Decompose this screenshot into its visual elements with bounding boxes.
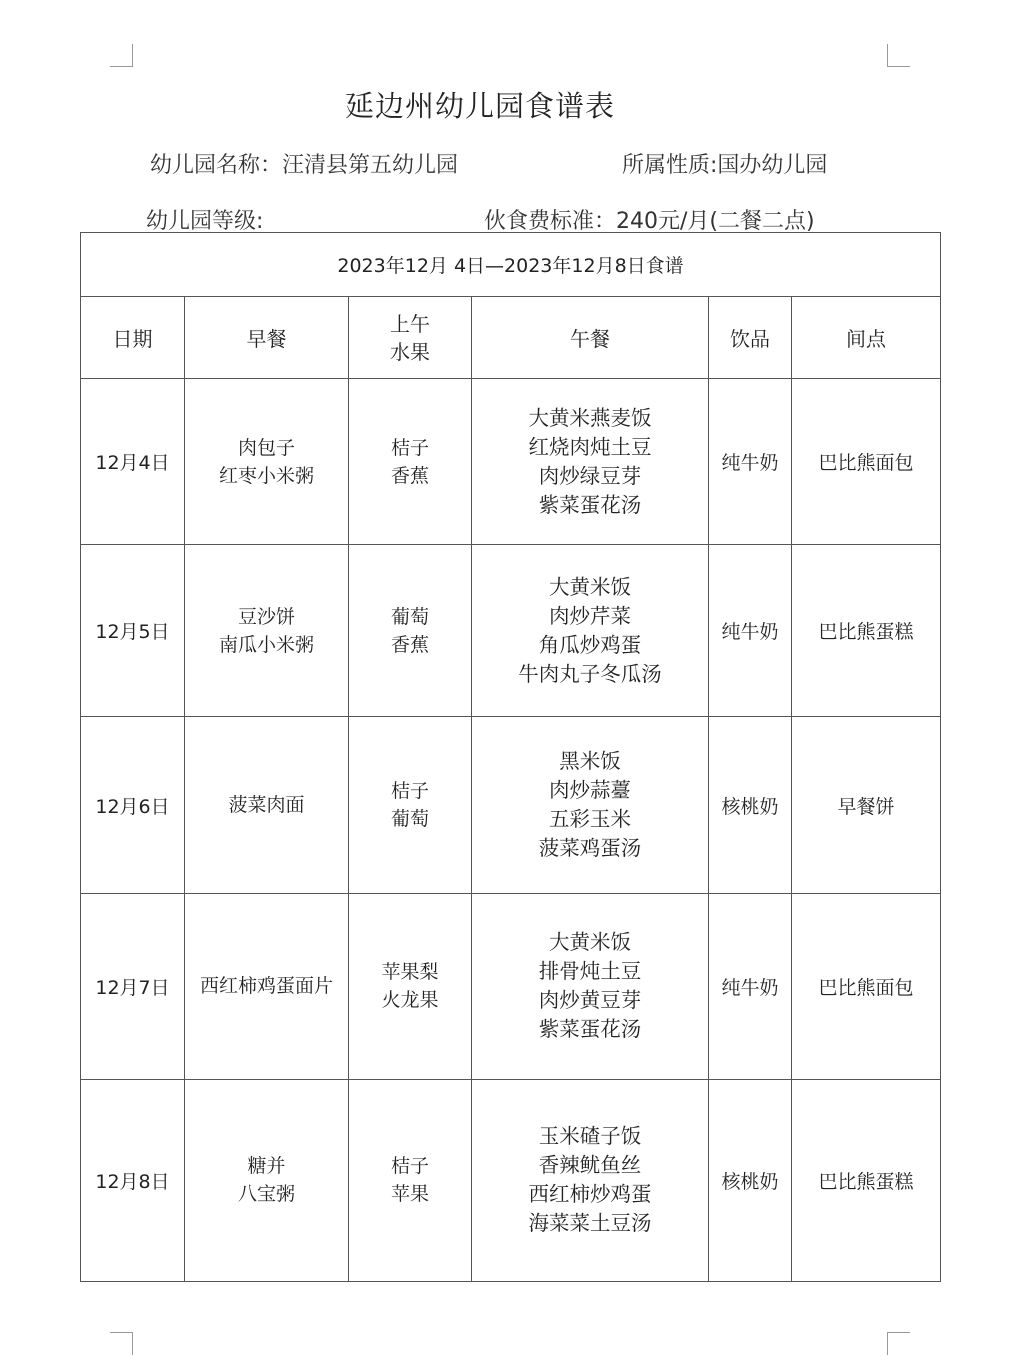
date-cell: 12月8日 [81,1079,185,1281]
breakfast-cell [185,545,349,717]
fruit-item: 苹果 [390,1183,429,1206]
document-title: 延边州幼儿园食谱表 [344,89,615,123]
menu-row [81,1079,941,1281]
fruit-item: 桔子 [390,436,429,459]
breakfast-cell [185,379,349,545]
drink-cell: 纯牛奶 [709,545,792,717]
date-cell: 12月4日 [81,379,185,545]
lunch-item: 大黄米饭 [549,930,631,955]
breakfast-item: 菠菜肉面 [228,794,305,817]
lunch-item: 肉炒芹菜 [549,603,631,628]
crop-mark-top-right [887,44,910,67]
lunch-cell [472,893,709,1079]
snack-cell: 巴比熊面包 [792,379,941,545]
lunch-item: 肉炒蒜薹 [549,778,631,803]
breakfast-item: 豆沙饼 [237,605,295,628]
fruit-cell [349,545,472,717]
header-date: 日期 [81,297,185,379]
snack-cell: 巴比熊面包 [792,893,941,1079]
lunch-item: 大黄米饭 [549,574,631,599]
fruit-item: 香蕉 [390,633,429,656]
lunch-item: 大黄米燕麦饭 [528,405,652,430]
menu-body [81,379,941,1282]
lunch-item: 牛肉丸子冬瓜汤 [518,661,662,686]
fruit-item: 葡萄 [390,605,429,628]
header-fruit-line1: 上午 [390,311,430,336]
menu-week-caption: 2023年12月 4日—2023年12月8日食谱 [81,233,941,297]
breakfast-item: 红枣小米粥 [218,464,314,487]
fruit-item: 苹果梨 [381,961,439,984]
drink-cell: 核桃奶 [709,717,792,893]
breakfast-item: 八宝粥 [237,1183,295,1206]
lunch-cell [472,379,709,545]
lunch-item: 肉炒绿豆芽 [538,463,642,488]
fruit-item: 桔子 [390,780,429,803]
breakfast-item: 西红柿鸡蛋面片 [199,975,333,998]
drink-cell: 纯牛奶 [709,379,792,545]
lunch-item: 黑米饭 [559,749,621,774]
breakfast-cell [185,893,349,1079]
lunch-item: 海菜菜土豆汤 [528,1211,652,1236]
lunch-item: 红烧肉炖土豆 [528,434,652,459]
header-lunch: 午餐 [472,297,709,379]
fruit-cell [349,1079,472,1281]
date-cell: 12月6日 [81,717,185,893]
fruit-cell [349,379,472,545]
lunch-item: 香辣鱿鱼丝 [538,1153,642,1178]
menu-row [81,545,941,717]
lunch-cell [472,717,709,893]
drink-cell: 核桃奶 [709,1079,792,1281]
breakfast-item: 糖并 [247,1155,286,1178]
menu-row [81,717,941,893]
lunch-item: 排骨炖土豆 [538,959,642,984]
crop-mark-bottom-right [887,1332,910,1355]
lunch-item: 西红柿炒鸡蛋 [528,1182,652,1207]
date-cell: 12月7日 [81,893,185,1079]
breakfast-cell [185,1079,349,1281]
kindergarten-nature: 所属性质:国办幼儿园 [622,153,828,178]
snack-cell: 早餐饼 [792,717,941,893]
lunch-item: 五彩玉米 [549,807,631,832]
breakfast-item: 肉包子 [237,436,295,459]
crop-mark-top-left [110,44,133,67]
breakfast-item: 南瓜小米粥 [218,633,314,656]
breakfast-cell [185,717,349,893]
snack-cell: 巴比熊蛋糕 [792,545,941,717]
menu-table [80,232,941,1282]
header-snack: 间点 [792,297,941,379]
header-breakfast: 早餐 [185,297,349,379]
fruit-item: 葡萄 [390,808,429,831]
lunch-item: 紫菜蛋花汤 [538,1017,642,1042]
fruit-item: 香蕉 [390,464,429,487]
date-cell: 12月5日 [81,545,185,717]
lunch-cell [472,545,709,717]
fruit-cell [349,717,472,893]
drink-cell: 纯牛奶 [709,893,792,1079]
lunch-item: 角瓜炒鸡蛋 [538,632,642,657]
lunch-item: 肉炒黄豆芽 [538,988,642,1013]
header-drink: 饮品 [709,297,792,379]
menu-row [81,893,941,1079]
header-fruit-line2: 水果 [390,339,430,364]
snack-cell: 巴比熊蛋糕 [792,1079,941,1281]
fruit-item: 桔子 [390,1155,429,1178]
fruit-item: 火龙果 [381,989,439,1012]
menu-row [81,379,941,545]
lunch-item: 紫菜蛋花汤 [538,492,642,517]
meal-fee-standard: 伙食费标准：240元/月(二餐二点) [484,209,815,234]
lunch-item: 菠菜鸡蛋汤 [538,836,642,861]
header-morning-fruit [349,297,472,379]
fruit-cell [349,893,472,1079]
kindergarten-name: 幼儿园名称：汪清县第五幼儿园 [150,153,459,178]
kindergarten-grade: 幼儿园等级: [146,209,264,234]
lunch-item: 玉米碴子饭 [538,1124,642,1149]
crop-mark-bottom-left [110,1332,133,1355]
lunch-cell [472,1079,709,1281]
